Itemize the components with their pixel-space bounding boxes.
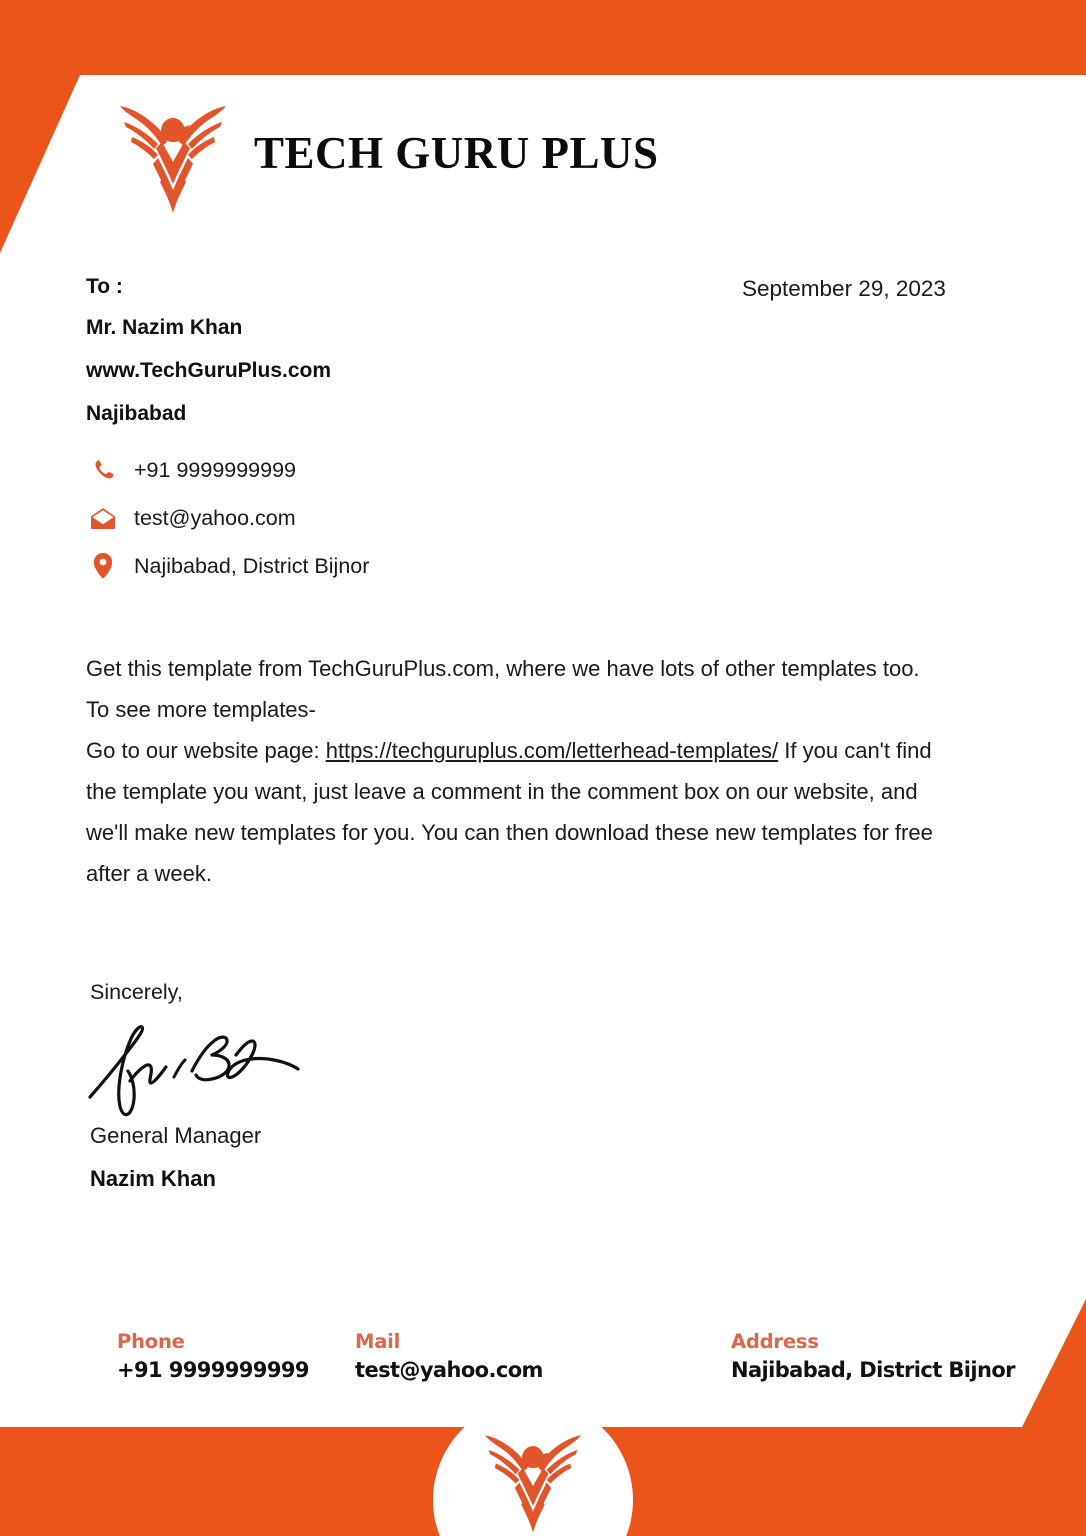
contact-value-mail: test@yahoo.com: [134, 505, 296, 530]
letter-body: [86, 648, 1004, 894]
contact-row-address: [86, 546, 369, 586]
signer-name: Nazim Khan: [90, 1166, 216, 1191]
body-line-5: we'll make new templates for you. You can then download these new templates for free: [86, 820, 933, 845]
handwritten-signature: [86, 1019, 316, 1119]
footer-value-mail: test@yahoo.com: [355, 1357, 543, 1382]
contact-value-phone: +91 9999999999: [134, 457, 297, 482]
footer-column-mail: [355, 1332, 543, 1381]
recipient-block: [86, 276, 331, 446]
letter-date: September 29, 2023: [742, 276, 946, 301]
brand-wordmark: TECH GURU PLUS: [254, 128, 659, 178]
body-line-1: Get this template from TechGuruPlus.com, where we have lots of other templates too.: [86, 656, 920, 681]
contact-value-address: Najibabad, District Bijnor: [134, 553, 370, 578]
closing-text: Sincerely,: [90, 980, 183, 1004]
body-line-2: To see more templates-: [86, 697, 316, 722]
body-line-4: the template you want, just leave a comment in the comment box on our website, and: [86, 779, 918, 804]
recipient-contact-list: [86, 450, 369, 594]
footer-value-address: Najibabad, District Bijnor: [731, 1357, 1015, 1382]
recipient-salutation: To :: [86, 275, 123, 298]
mail-icon: [86, 503, 120, 533]
templates-link[interactable]: https://techguruplus.com/letterhead-templates/: [325, 738, 779, 763]
body-line-3-prefix: Go to our website page:: [86, 738, 326, 763]
footer-column-address: [731, 1332, 1015, 1381]
phone-icon: [86, 455, 120, 485]
recipient-name: Mr. Nazim Khan: [86, 316, 243, 339]
recipient-website: www.TechGuruPlus.com: [86, 359, 332, 382]
body-line-6: after a week.: [86, 861, 212, 886]
signature-block: [90, 980, 316, 1192]
body-line-3-suffix: If you can't find: [778, 738, 932, 763]
footer-label-phone: Phone: [117, 1330, 185, 1353]
footer-value-phone: +91 9999999999: [117, 1357, 309, 1382]
recipient-city: Najibabad: [86, 402, 187, 425]
footer-column-phone: [117, 1332, 309, 1381]
body-line-3: [86, 730, 1004, 771]
contact-row-mail: [86, 498, 369, 538]
location-pin-icon: [86, 551, 120, 581]
contact-row-phone: [86, 450, 369, 490]
footer-label-mail: Mail: [355, 1330, 401, 1353]
footer-label-address: Address: [731, 1330, 819, 1353]
signer-title: General Manager: [90, 1123, 262, 1148]
